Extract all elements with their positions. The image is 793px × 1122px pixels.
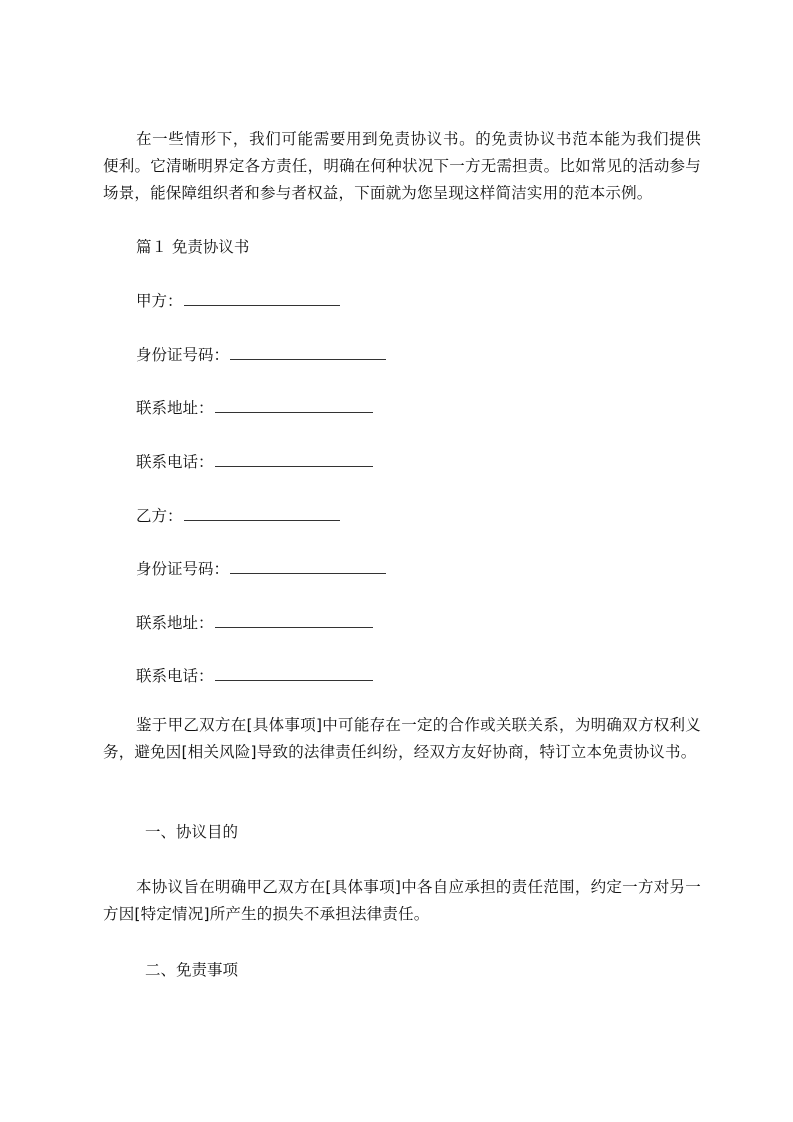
party-b-phone-field <box>136 665 373 687</box>
party-a-phone-blank <box>215 451 373 467</box>
party-b-address-field <box>136 612 373 634</box>
party-b-phone-label: 联系电话： <box>136 667 214 685</box>
intro-paragraph: 在一些情形下，我们可能需要用到免责协议书。的免责协议书范本能为我们提供便利。它清晰明界定各方责任，明确在何种状况下一方无需担责。比如常见的活动参与场景，能保障组织者和参与者权益，下面就为您呈现这样简洁实用的范本示例。 <box>103 130 701 202</box>
party-b-id-label: 身份证号码： <box>136 560 230 578</box>
party-a-name-label: 甲方： <box>136 292 183 310</box>
party-b-name-field <box>136 505 340 527</box>
party-a-id-blank <box>230 344 386 360</box>
party-a-id-label: 身份证号码： <box>136 346 230 364</box>
party-a-address-label: 联系地址： <box>136 399 214 417</box>
party-b-name-blank <box>184 505 340 521</box>
preamble-paragraph: 鉴于甲乙双方在[具体事项]中可能存在一定的合作或关联关系，为明确双方权利义务，避免因[相关风险]导致的法律责任纠纷，经双方友好协商，特订立本免责协议书。 <box>103 716 701 761</box>
party-a-name-field <box>136 290 340 312</box>
party-a-address-blank <box>215 397 373 413</box>
party-b-address-label: 联系地址： <box>136 614 214 632</box>
party-b-name-label: 乙方： <box>136 507 183 525</box>
party-a-name-blank <box>184 290 340 306</box>
section-title: 篇１ 免责协议书 <box>136 238 250 256</box>
party-a-phone-field <box>136 451 373 473</box>
party-b-phone-blank <box>215 665 373 681</box>
party-b-address-blank <box>215 612 373 628</box>
article-1-body: 本协议旨在明确甲乙双方在[具体事项]中各自应承担的责任范围，约定一方对另一方因[特定情况]所产生的损失不承担法律责任。 <box>103 878 701 923</box>
party-b-id-field <box>136 558 386 580</box>
party-a-phone-label: 联系电话： <box>136 453 214 471</box>
party-b-id-blank <box>230 558 386 574</box>
party-a-address-field <box>136 397 373 419</box>
party-a-id-field <box>136 344 386 366</box>
article-1-heading: 一、协议目的 <box>145 823 239 841</box>
article-2-heading: 二、免责事项 <box>145 961 239 979</box>
